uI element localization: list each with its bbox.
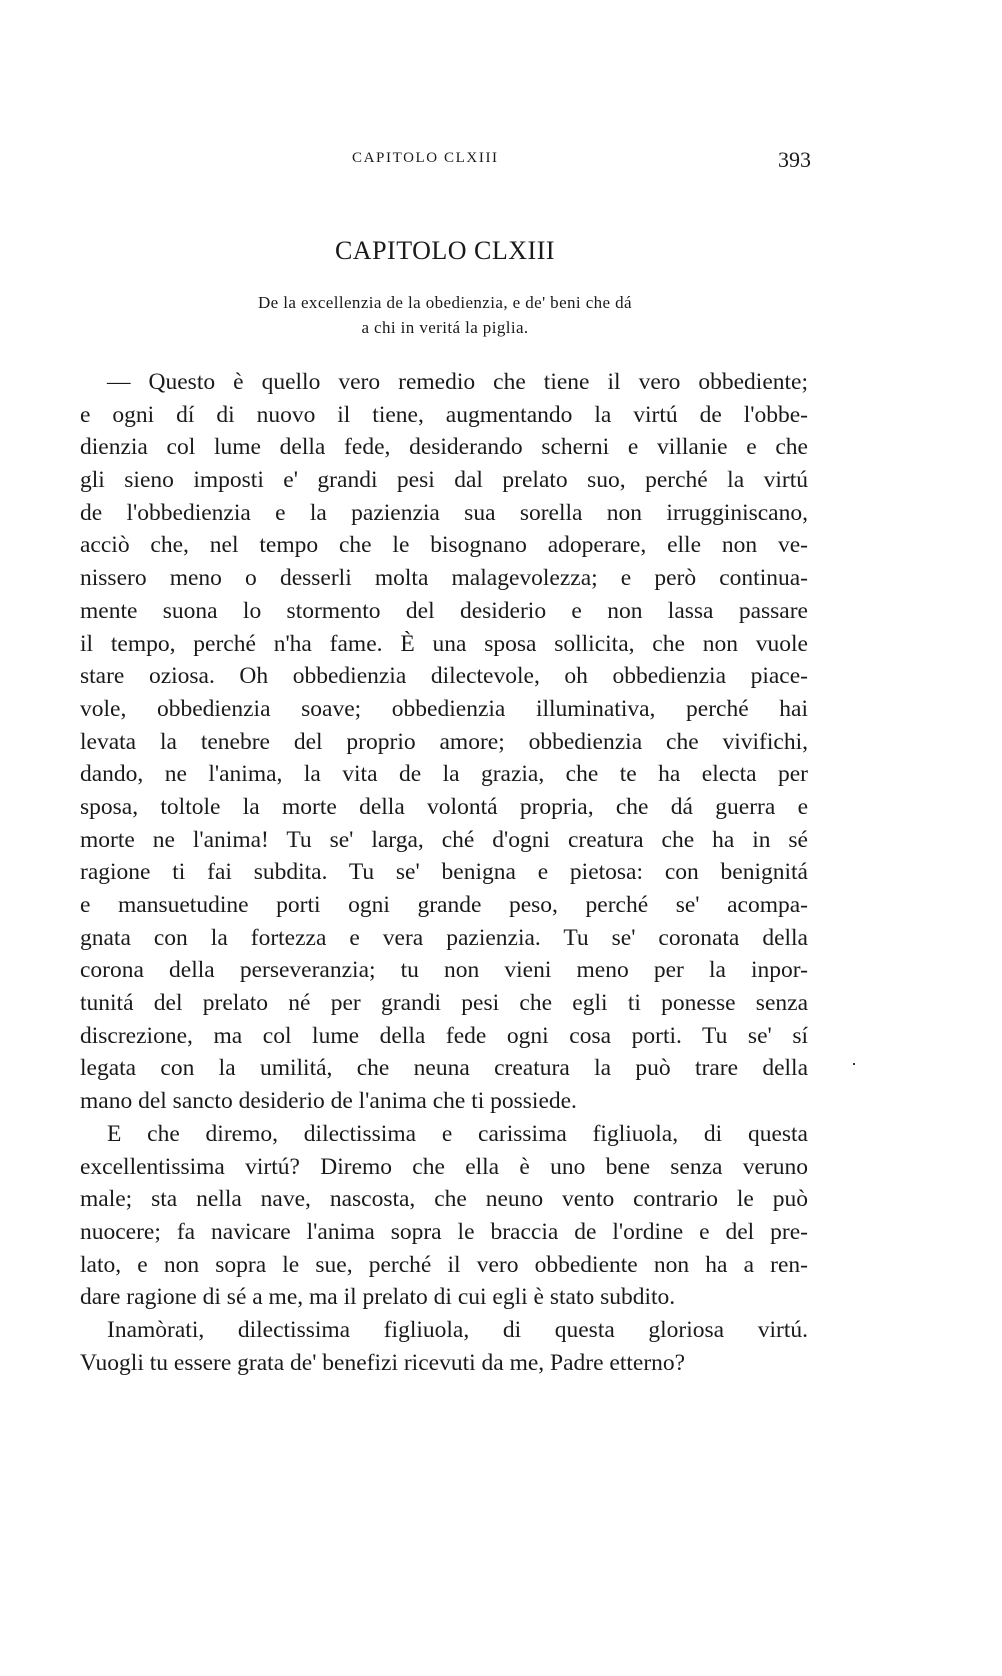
paragraph bbox=[80, 366, 808, 1118]
paragraph bbox=[80, 1118, 808, 1314]
page-number: 393 bbox=[778, 147, 811, 172]
text-line: sposa, toltole la morte della volontá propria, che dá guerra e bbox=[80, 793, 808, 820]
scan-speck bbox=[853, 1063, 855, 1065]
chapter-title: CAPITOLO CLXIII bbox=[334, 236, 556, 265]
text-line: il tempo, perché n'ha fame. È una sposa sollicita, che non vuole bbox=[80, 630, 808, 657]
text-line: — Questo è quello vero remedio che tiene il vero obbediente; bbox=[107, 369, 808, 395]
text-line: gnata con la fortezza e vera pazienzia. Tu se' coronata della bbox=[80, 924, 808, 951]
text-line: excellentissima virtú? Diremo che ella è uno bene senza veruno bbox=[80, 1153, 808, 1180]
text-line: gli sieno imposti e' grandi pesi dal prelato suo, perché la virtú bbox=[80, 467, 808, 494]
text-line: nissero meno o desserli molta malagevolezza; e però continua- bbox=[80, 565, 808, 592]
text-line: tunitá del prelato né per grandi pesi che egli ti ponesse senza bbox=[80, 990, 808, 1017]
text-line: dando, ne l'anima, la vita de la grazia, che te ha electa per bbox=[80, 761, 808, 788]
text-line: stare oziosa. Oh obbedienzia dilectevole, oh obbedienzia piace- bbox=[80, 663, 808, 690]
text-line: levata la tenebre del proprio amore; obbedienzia che vivifichi, bbox=[80, 728, 808, 755]
text-line: e mansuetudine porti ogni grande peso, perché se' acompa- bbox=[80, 892, 808, 918]
text-line: lato, e non sopra le sue, perché il vero obbediente non ha a ren- bbox=[80, 1251, 808, 1278]
text-line: mente suona lo stormento del desiderio e non lassa passare bbox=[80, 597, 808, 624]
text-line: dare ragione di sé a me, ma il prelato di cui egli è stato subdito. bbox=[80, 1284, 676, 1311]
text-line: E che diremo, dilectissima e carissima figliuola, di questa bbox=[107, 1120, 808, 1147]
text-line: e ogni dí di nuovo il tiene, augmentando la virtú de l'obbe- bbox=[80, 401, 808, 428]
text-line: morte ne l'anima! Tu se' larga, ché d'ogni creatura che ha in sé bbox=[80, 826, 808, 853]
text-line: legata con la umilitá, che neuna creatura la può trare della bbox=[80, 1055, 808, 1082]
paragraph bbox=[80, 1314, 808, 1379]
text-line: mano del sancto desiderio de l'anima che ti possiede. bbox=[80, 1088, 577, 1115]
text-line: nuocere; fa navicare l'anima sopra le braccia de l'ordine e del pre- bbox=[80, 1218, 808, 1245]
text-line: discrezione, ma col lume della fede ogni cosa porti. Tu se' sí bbox=[80, 1022, 808, 1049]
text-line: male; sta nella nave, nascosta, che neuno vento contrario le può bbox=[80, 1186, 808, 1213]
text-line: corona della perseveranzia; tu non vieni meno per la inpor- bbox=[80, 957, 808, 984]
running-head-title: CAPITOLO CLXIII bbox=[352, 150, 499, 166]
chapter-subtitle-line: a chi in veritá la piglia. bbox=[361, 318, 529, 337]
running-head bbox=[0, 147, 1002, 174]
text-line: acciò che, nel tempo che le bisognano adoperare, elle non ve- bbox=[80, 532, 808, 559]
text-line: dienzia col lume della fede, desiderando scherni e villanie e che bbox=[80, 434, 808, 461]
text-line: Vuogli tu essere grata de' benefizi ricevuti da me, Padre etterno? bbox=[80, 1349, 686, 1376]
text-line: Inamòrati, dilectissima figliuola, di questa gloriosa virtú. bbox=[107, 1316, 808, 1343]
chapter-subtitle-line: De la excellenzia de la obedienzia, e de' beni che dá bbox=[258, 293, 632, 312]
body-text bbox=[80, 366, 808, 1379]
text-line: de l'obbedienzia e la pazienzia sua sorella non irrugginiscano, bbox=[80, 499, 808, 526]
text-line: vole, obbedienzia soave; obbedienzia illuminativa, perché hai bbox=[80, 695, 808, 722]
chapter-subtitle bbox=[0, 290, 890, 340]
text-line: ragione ti fai subdita. Tu se' benigna e pietosa: con benignitá bbox=[80, 859, 808, 886]
